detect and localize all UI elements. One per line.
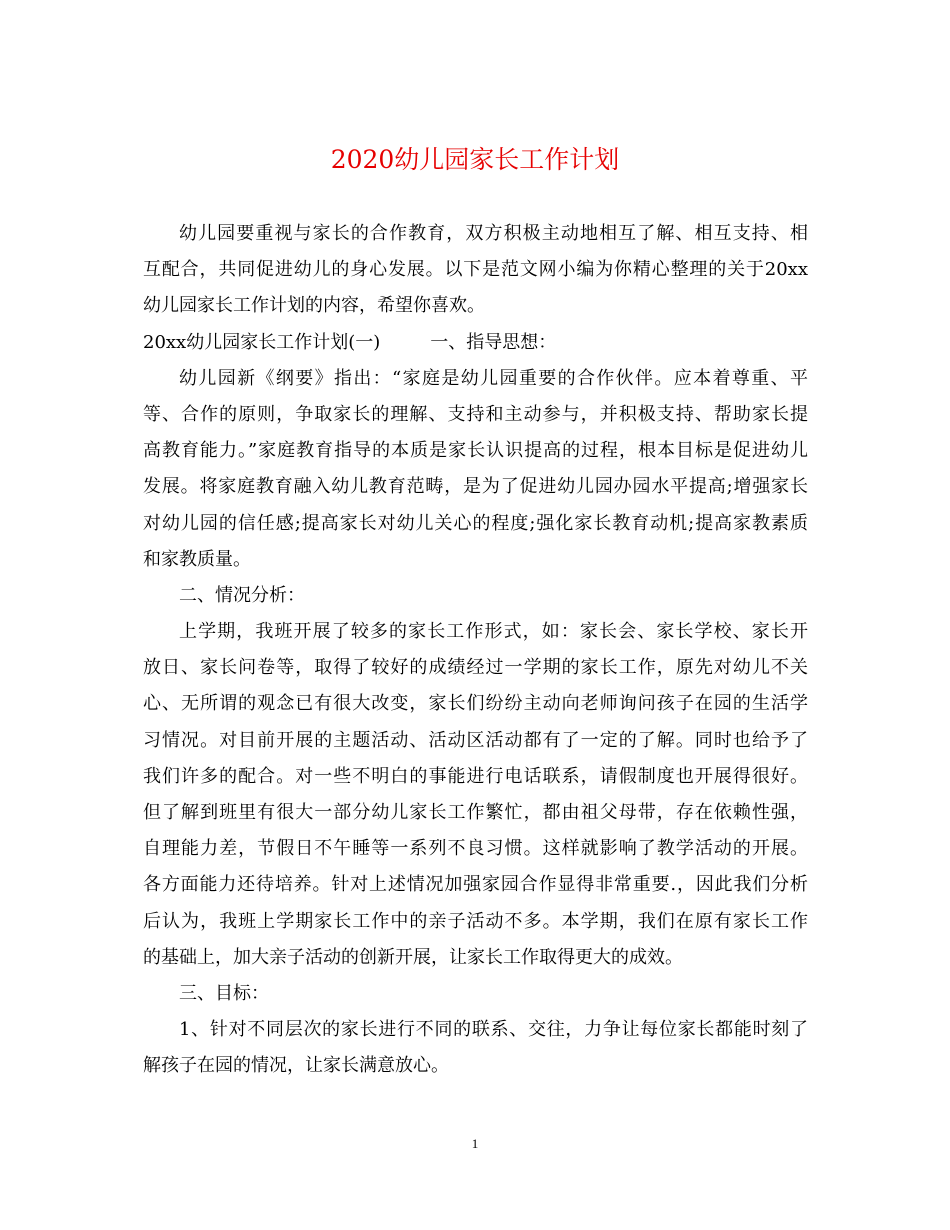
- analysis-line: 各方面能力还待培养。针对上述情况加强家园合作显得非常重要.，因此我们分析: [143, 874, 808, 896]
- analysis-line: 自理能力差，节假日不午睡等一系列不良习惯。这样就影响了教学活动的开展。: [143, 838, 808, 860]
- analysis-line: 我们许多的配合。对一些不明白的事能进行电话联系，请假制度也开展得很好。: [143, 765, 808, 787]
- analysis-line: 后认为，我班上学期家长工作中的亲子活动不多。本学期，我们在原有家长工作: [143, 910, 808, 932]
- goal-line: 1、针对不同层次的家长进行不同的联系、交往，力争让每位家长都能时刻了: [179, 1019, 808, 1041]
- guidance-line: 幼儿园新《纲要》指出：“家庭是幼儿园重要的合作伙伴。应本着尊重、平: [179, 367, 808, 389]
- section3-heading: 三、目标：: [179, 982, 269, 1004]
- guidance-line: 等、合作的原则，争取家长的理解、支持和主动参与，并积极支持、帮助家长提: [143, 403, 808, 425]
- goal-line: 解孩子在园的情况，让家长满意放心。: [143, 1055, 449, 1077]
- plan-heading-line: [143, 325, 808, 361]
- analysis-line: 放日、家长问卷等，取得了较好的成绩经过一学期的家长工作，原先对幼儿不关: [143, 657, 808, 679]
- guidance-line: 和家教质量。: [143, 548, 251, 570]
- section2-heading: 二、情况分析：: [179, 584, 305, 606]
- intro-line: 幼儿园要重视与家长的合作教育，双方积极主动地相互了解、相互支持、相: [179, 223, 808, 244]
- guidance-line: 发展。将家庭教育融入幼儿教育范畴，是为了促进幼儿园办园水平提高;增强家长: [143, 476, 808, 498]
- section1-heading: 一、指导思想：: [430, 331, 557, 353]
- intro-line: 幼儿园家长工作计划的内容，希望你喜欢。: [143, 295, 485, 317]
- analysis-line: 上学期，我班开展了较多的家长工作形式，如：家长会、家长学校、家长开: [179, 621, 808, 643]
- document-title: 2020幼儿园家长工作计划: [330, 145, 620, 174]
- page-number: 1: [471, 1136, 479, 1151]
- guidance-line: 对幼儿园的信任感;提高家长对幼儿关心的程度;强化家长教育动机;提高家教素质: [143, 512, 808, 534]
- analysis-line: 的基础上，加大亲子活动的创新开展，让家长工作取得更大的成效。: [143, 946, 683, 968]
- intro-line: 互配合，共同促进幼儿的身心发展。以下是范文网小编为你精心整理的关于20xx: [143, 259, 808, 281]
- plan-subtitle: 20xx幼儿园家长工作计划(一): [143, 331, 381, 353]
- guidance-line: 高教育能力。”家庭教育指导的本质是家长认识提高的过程，根本目标是促进幼儿: [143, 440, 808, 462]
- analysis-line: 但了解到班里有很大一部分幼儿家长工作繁忙，都由祖父母带，存在依赖性强，: [143, 802, 808, 823]
- document-body: [143, 216, 808, 1085]
- analysis-line: 心、无所谓的观念已有很大改变，家长们纷纷主动向老师询问孩子在园的生活学: [143, 693, 808, 715]
- analysis-line: 习情况。对目前开展的主题活动、活动区活动都有了一定的了解。同时也给予了: [143, 729, 808, 751]
